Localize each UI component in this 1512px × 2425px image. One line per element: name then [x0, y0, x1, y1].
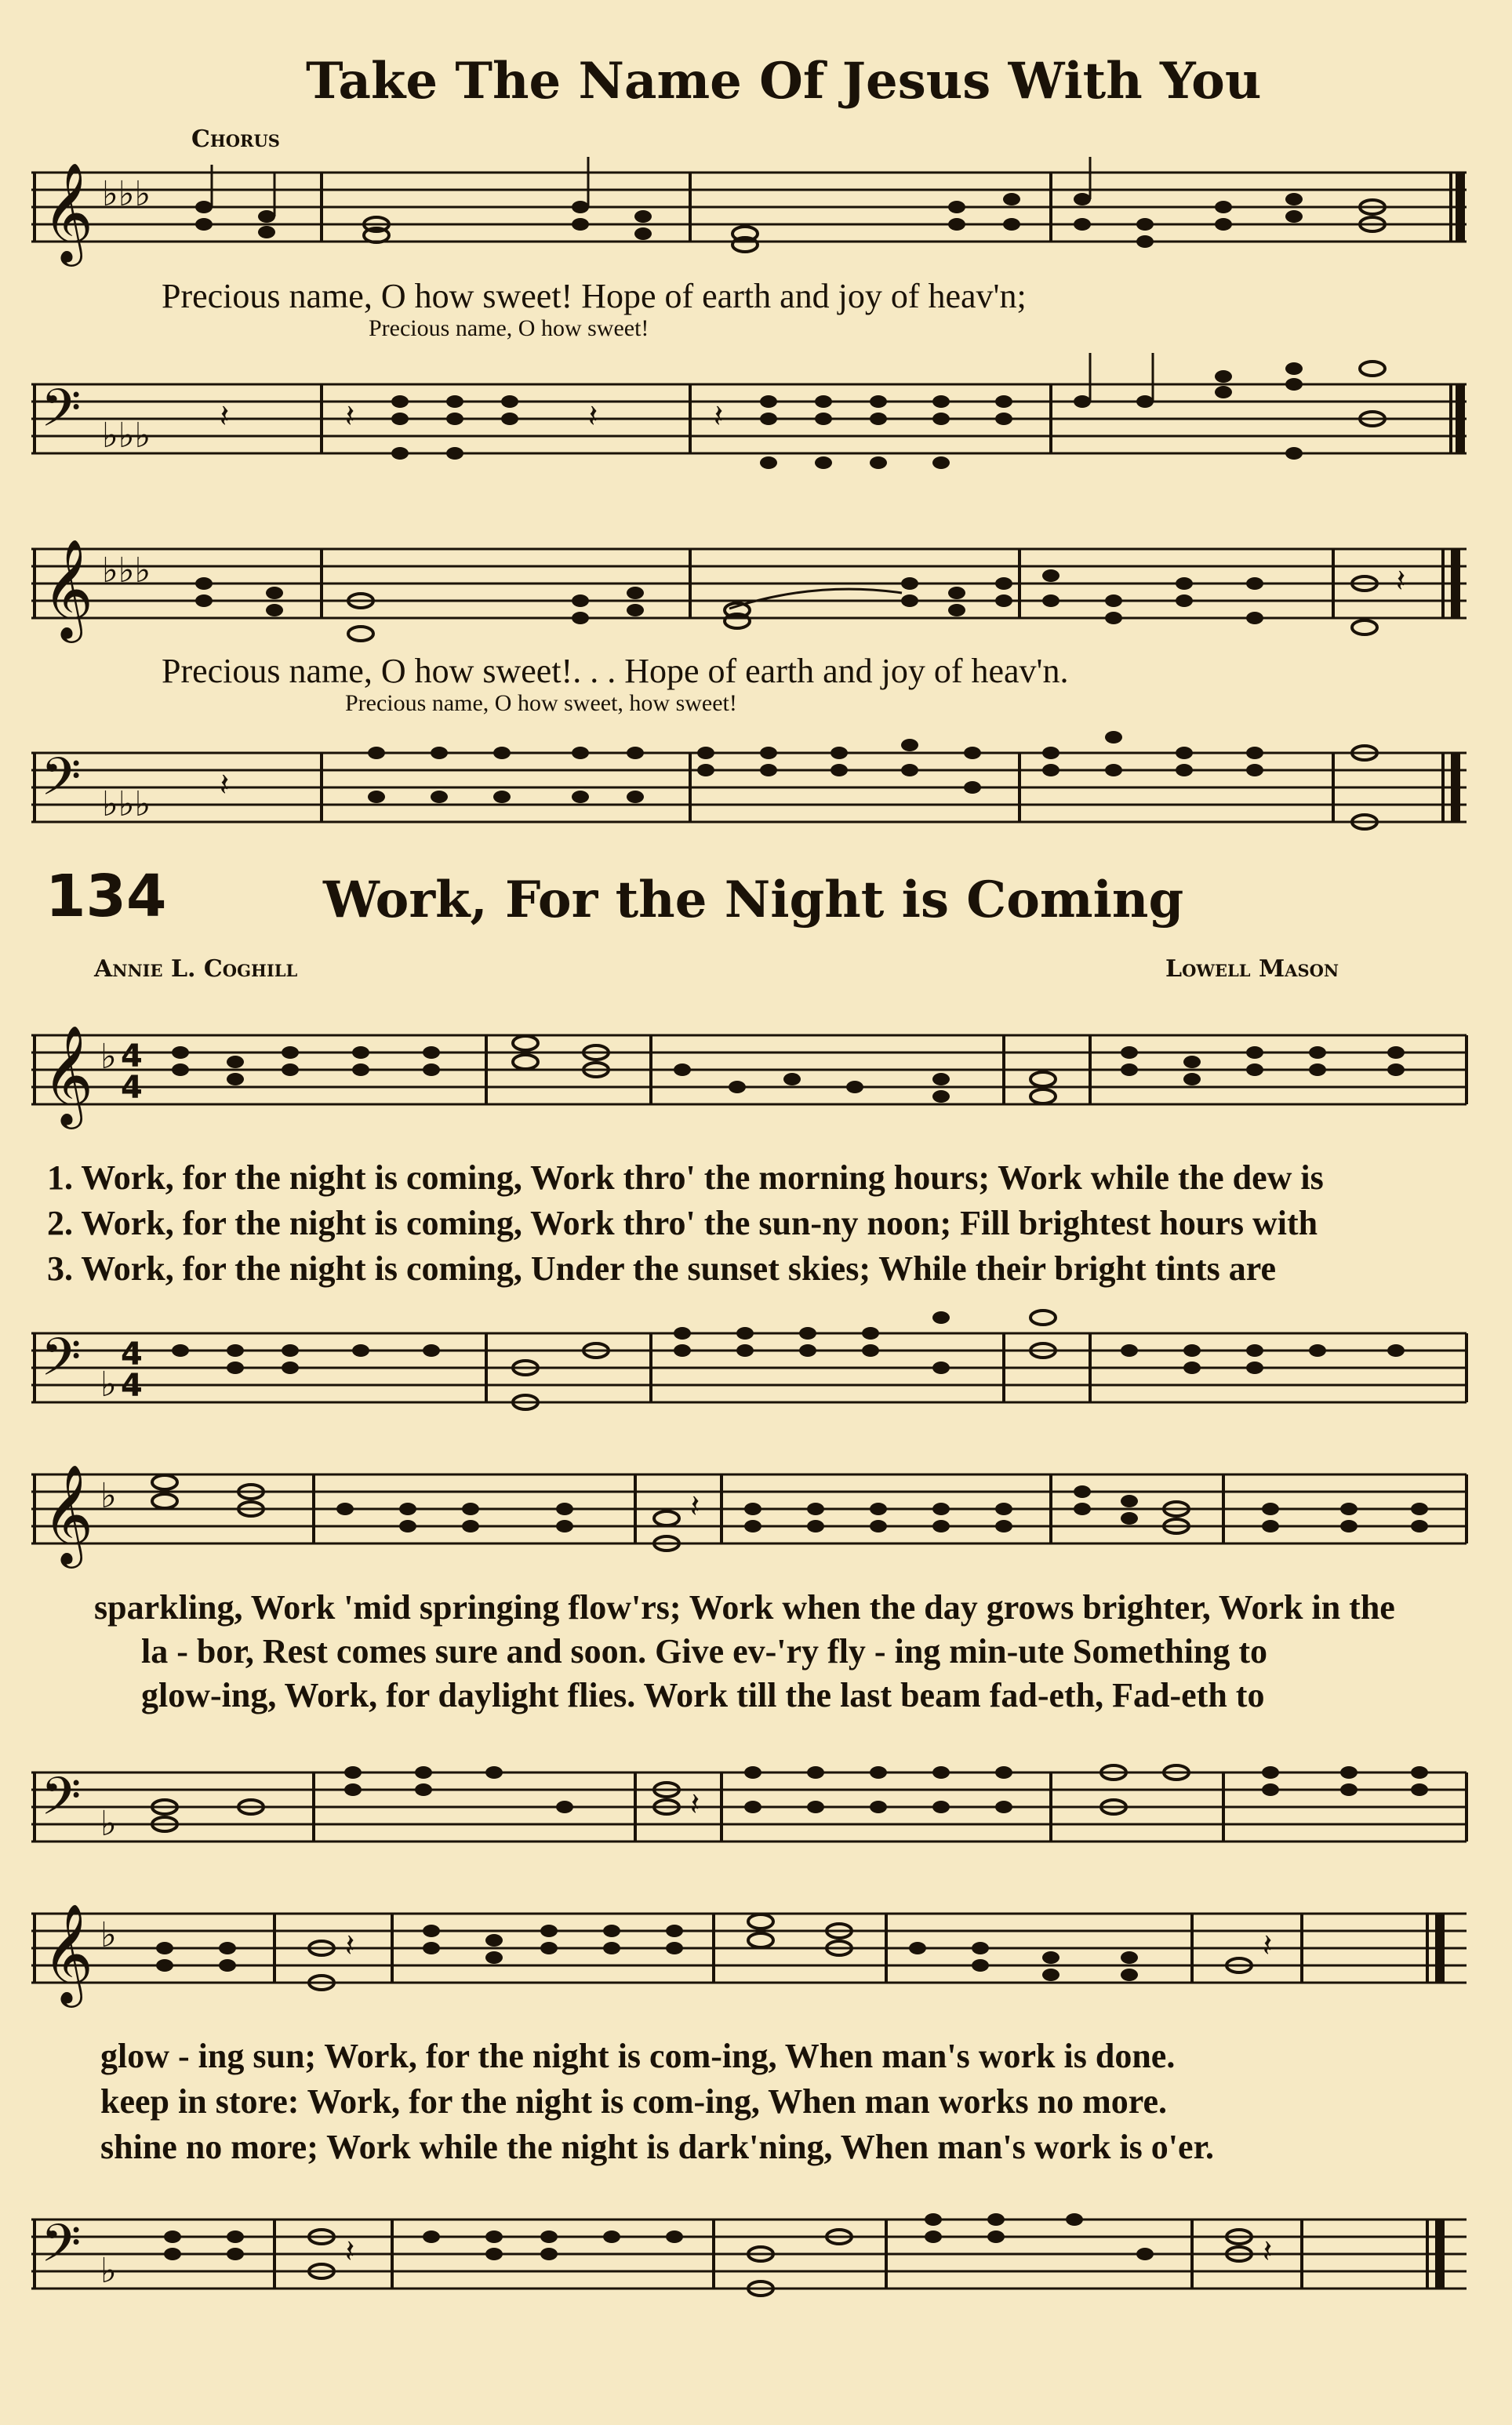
author-credit: Annie L. Coghill: [94, 955, 298, 983]
svg-text:𝄞: 𝄞: [42, 1903, 94, 2003]
hymn2-system3-bass-staff: [31, 2204, 1467, 2306]
svg-text:4: 4: [121, 1336, 143, 1372]
svg-text:♭: ♭: [100, 2251, 117, 2291]
svg-text:𝄽: 𝄽: [345, 1928, 355, 1964]
hymn2-system2-treble-staff: [31, 1459, 1467, 1564]
hymn1-system1-bass-staff: [31, 369, 1467, 471]
svg-text:𝄞: 𝄞: [42, 1463, 94, 1564]
hymn2-system1-verse1: 1. Work, for the night is coming, Work thro' the morning hours; Work while the dew is: [47, 1158, 1324, 1197]
svg-text:4: 4: [121, 1070, 143, 1106]
hymn2-system3-verse3: shine no more; Work while the night is dark'ning, When man's work is o'er.: [100, 2128, 1215, 2166]
svg-text:𝄢: 𝄢: [41, 747, 82, 820]
svg-text:𝄽: 𝄽: [588, 398, 598, 434]
svg-text:𝄽: 𝄽: [345, 2234, 355, 2270]
hymn1-system2-lyric: Precious name, O how sweet!. . . Hope of earth and joy of heav'n.: [162, 652, 1069, 690]
svg-text:𝄽: 𝄽: [690, 1787, 700, 1823]
svg-text:𝄽: 𝄽: [690, 1489, 700, 1525]
svg-text:♭♭♭: ♭♭♭: [102, 416, 151, 456]
hymn2-system2-verse3: glow-ing, Work, for daylight flies. Work till the last beam fad-eth, Fad-eth to: [141, 1676, 1265, 1714]
svg-text:𝄢: 𝄢: [41, 2213, 82, 2286]
hymn2-system2-bass-staff: [31, 1757, 1467, 1859]
svg-text:𝄞: 𝄞: [42, 538, 94, 638]
hymn2-system1-treble-staff: [31, 1020, 1467, 1125]
hymn1-system1-treble-staff: [31, 157, 1467, 262]
svg-text:♭: ♭: [100, 1037, 117, 1077]
svg-text:𝄽: 𝄽: [220, 398, 230, 434]
hymn2-system1-verse3: 3. Work, for the night is coming, Under the sunset skies; While their bright tints are: [47, 1249, 1276, 1288]
treble-clef-icon: 𝄞: [42, 162, 94, 262]
hymn2-system2-verse1: sparkling, Work 'mid springing flow'rs; Work when the day grows brighter, Work in the: [94, 1588, 1395, 1627]
hymn2-system3-verse2: keep in store: Work, for the night is com-ing, When man works no more.: [100, 2082, 1167, 2121]
hymn-number: 134: [45, 863, 167, 930]
hymn1-system1-echo-lyric: Precious name, O how sweet!: [369, 315, 649, 341]
svg-text:♭: ♭: [100, 1915, 117, 1955]
hymn2-system1-bass-staff: [31, 1318, 1467, 1420]
svg-text:𝄽: 𝄽: [220, 767, 230, 803]
svg-text:♭♭♭: ♭♭♭: [102, 784, 151, 824]
chorus-label: Chorus: [191, 125, 280, 153]
bass-clef-icon: 𝄢: [41, 378, 82, 451]
hymn2-system2-verse2: la - bor, Rest comes sure and soon. Give ev-'ry fly - ing min-ute Something to: [141, 1632, 1268, 1671]
svg-text:𝄢: 𝄢: [41, 1327, 82, 1400]
svg-text:𝄽: 𝄽: [345, 398, 355, 434]
hymn1-system2-treble-staff: [31, 533, 1467, 638]
hymn-title: Work, For the Night is Coming: [323, 871, 1184, 929]
svg-text:𝄽: 𝄽: [1396, 563, 1406, 599]
svg-text:4: 4: [121, 1038, 143, 1074]
svg-text:♭: ♭: [100, 1365, 117, 1405]
svg-text:♭: ♭: [100, 1476, 117, 1516]
hymn2-system3-verse1: glow - ing sun; Work, for the night is com-ing, When man's work is done.: [100, 2037, 1176, 2075]
svg-text:4: 4: [121, 1368, 143, 1404]
svg-text:𝄽: 𝄽: [1263, 1928, 1273, 1964]
svg-text:𝄞: 𝄞: [42, 1024, 94, 1125]
hymn1-system1-lyric: Precious name, O how sweet! Hope of earth and joy of heav'n;: [162, 277, 1027, 315]
hymn2-system1-verse2: 2. Work, for the night is coming, Work thro' the sun-ny noon; Fill brightest hours with: [47, 1204, 1318, 1242]
composer-credit: Lowell Mason: [1165, 955, 1339, 983]
svg-text:𝄽: 𝄽: [1263, 2234, 1273, 2270]
svg-text:♭♭♭: ♭♭♭: [102, 551, 151, 591]
hymn1-system2-bass-staff: [31, 737, 1467, 839]
svg-text:𝄢: 𝄢: [41, 1766, 82, 1839]
svg-text:𝄽: 𝄽: [714, 398, 724, 434]
svg-text:♭♭♭: ♭♭♭: [102, 174, 151, 214]
svg-text:♭: ♭: [100, 1804, 117, 1844]
hymn-title: Take The Name Of Jesus With You: [306, 52, 1262, 111]
hymn1-system2-echo-lyric: Precious name, O how sweet, how sweet!: [345, 690, 737, 716]
hymn2-system3-treble-staff: [31, 1898, 1467, 2003]
